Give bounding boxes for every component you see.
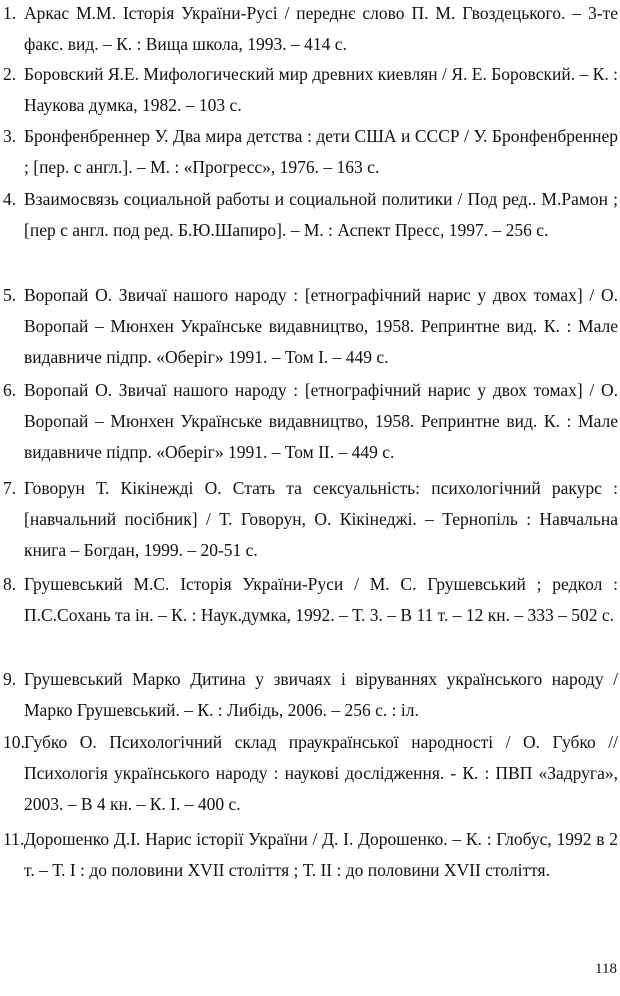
item-text: Грушевський Марко Дитина у звичаях і віруваннях українського народу / Марко Грушевський. – К. : Либідь, 2006. – 256 с. : іл. [24, 669, 618, 720]
page-number: 118 [595, 961, 617, 977]
item-text: Взаимосвязь социальной работы и социальной политики / Под ред.. М.Рамон ; [пер с англ. под ред. Б.Ю.Шапиро]. – М. : Аспект Пресс, 1997. – 256 с. [24, 189, 618, 240]
item-text: Дорошенко Д.І. Нарис історії України / Д. І. Дорошенко. – К. : Глобус, 1992 в 2 т. – Т. І : до половини XVII століття ; Т. ІІ : до половини XVII століття. [24, 829, 618, 880]
item-number: 4. [3, 189, 17, 209]
item-number: 5. [3, 285, 17, 305]
item-number: 2. [3, 64, 17, 84]
item-text: Воропай О. Звичаї нашого народу : [етнографічний нарис у двох томах] / О. Воропай – Мюнхен Українське видавництво, 1958. Репринтне вид. К. : Мале видавниче підпр. «Оберіг» 1991. – Том І. – 449 с. [24, 285, 618, 367]
item-number: 10. [3, 732, 25, 752]
item-text: Воропай О. Звичаї нашого народу : [етнографічний нарис у двох томах] / О. Воропай – Мюнхен Українське видавництво, 1958. Репринтне вид. К. : Мале видавниче підпр. «Оберіг» 1991. – Том ІІ. – 449 с. [24, 380, 618, 462]
item-text: Бронфенбреннер У. Два мира детства : дети США и СССР / У. Бронфенбреннер ; [пер. с англ.]. – М. : «Прогресс», 1976. – 163 с. [24, 126, 618, 177]
item-text: Говорун Т. Кікінежді О. Стать та сексуальність: психологічний ракурс : [навчальний посібник] / Т. Говорун, О. Кікінеджі. – Тернопіль : Навчальна книга – Богдан, 1999. – 20-51 с. [24, 478, 618, 560]
item-text: Боровский Я.Е. Мифологический мир древних киевлян / Я. Е. Боровский. – К. : Наукова думка, 1982. – 103 с. [24, 64, 618, 115]
item-number: 9. [3, 669, 17, 689]
item-number: 11. [3, 829, 25, 849]
item-text: Грушевський М.С. Історія України-Руси / М. С. Грушевський ; редкол : П.С.Сохань та ін. – К. : Наук.думка, 1992. – Т. 3. – В 11 т. – 12 кн. – 333 – 502 с. [24, 574, 618, 625]
item-text: Губко О. Психологічний склад праукраїнської народності / О. Губко // Психологія українського народу : наукові дослідження. - К. : ПВП «Задруга», 2003. – В 4 кн. – К. І. – 400 с. [24, 732, 618, 814]
item-number: 7. [3, 478, 17, 498]
item-number: 3. [3, 126, 17, 146]
item-number: 1. [3, 3, 17, 23]
item-number: 8. [3, 574, 17, 594]
item-number: 6. [3, 380, 17, 400]
item-text: Аркас М.М. Історія України-Русі / переднє слово П. М. Гвоздецького. – 3-те факс. вид. – К. : Вища школа, 1993. – 414 с. [24, 3, 618, 54]
